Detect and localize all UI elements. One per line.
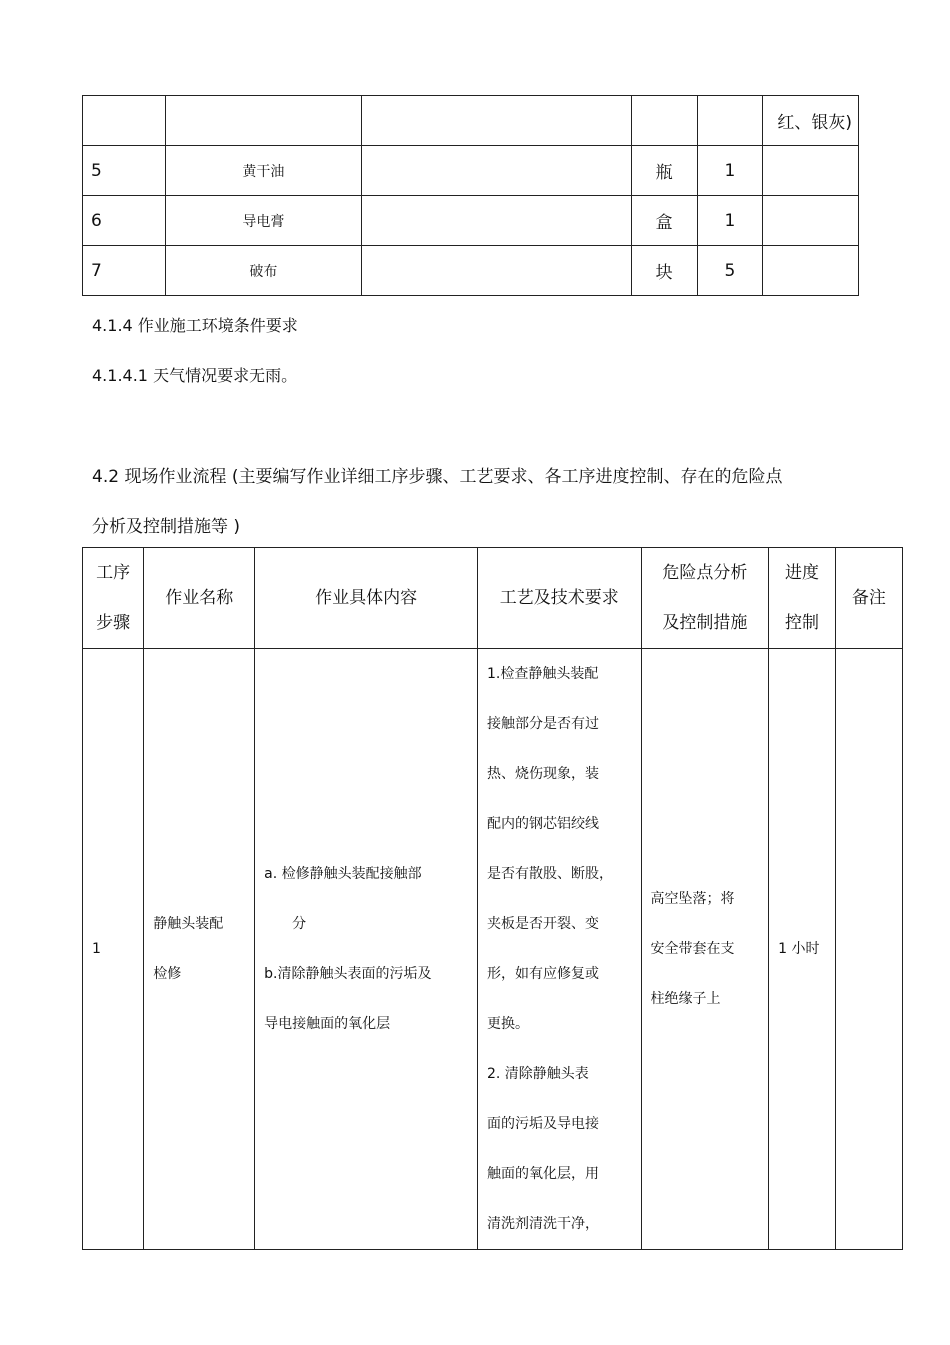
table-row	[83, 246, 859, 296]
cell-unit: 瓶	[631, 146, 697, 196]
header-risk-line1: 危险点分析	[662, 563, 748, 583]
cell-note: 红、银灰)	[763, 96, 859, 146]
tech-line: 配内的钢芯铝绞线	[487, 816, 599, 832]
cell-note	[763, 146, 859, 196]
cell-spec	[362, 196, 632, 246]
cell-name: 黄干油	[165, 146, 362, 196]
cell-progress: 1 小时	[769, 649, 836, 1250]
cell-qty: 1	[697, 196, 763, 246]
cell-unit: 盒	[631, 196, 697, 246]
cell-risk	[641, 649, 769, 1250]
section-heading-4-2-cont: 分析及控制措施等 )	[92, 517, 241, 537]
section-text-4-1-4-1: 4.1.4.1 天气情况要求无雨。	[92, 366, 298, 385]
header-tech: 工艺及技术要求	[478, 548, 642, 649]
cell-name	[165, 96, 362, 146]
cell-content	[255, 649, 478, 1250]
header-step-line2: 步骤	[96, 613, 131, 633]
risk-line: 高空坠落；将	[650, 891, 735, 907]
tech-line: 更换。	[487, 1016, 529, 1032]
header-step-line1: 工序	[96, 563, 131, 583]
tech-line: 接触部分是否有过	[487, 716, 599, 732]
header-progress-line2: 控制	[784, 613, 819, 633]
cell-spec	[362, 246, 632, 296]
table-row	[83, 649, 903, 1250]
cell-unit: 块	[631, 246, 697, 296]
cell-tech	[478, 649, 642, 1250]
materials-table	[82, 95, 859, 296]
header-name: 作业名称	[144, 548, 255, 649]
content-line: b.清除静触头表面的污垢及	[264, 966, 432, 982]
cell-qty: 5	[697, 246, 763, 296]
cell-step: 1	[83, 649, 144, 1250]
tech-line: 热、烧伤现象，装	[487, 766, 599, 782]
content-line: 导电接触面的氧化层	[264, 1016, 391, 1032]
cell-name	[144, 649, 255, 1250]
tech-line: 清洗剂清洗干净，	[487, 1216, 599, 1232]
cell-name-line1: 静触头装配	[153, 916, 224, 932]
table-header-row	[83, 548, 903, 649]
content-line: 分	[292, 916, 307, 932]
risk-line: 安全带套在支	[650, 941, 735, 957]
cell-name: 导电膏	[165, 196, 362, 246]
cell-no	[83, 96, 166, 146]
cell-no: 7	[83, 246, 166, 296]
header-risk-line2: 及控制措施	[662, 613, 748, 633]
cell-unit	[631, 96, 697, 146]
section-heading-4-1-4: 4.1.4 作业施工环境条件要求	[92, 316, 298, 335]
risk-line: 柱绝缘子上	[650, 991, 721, 1007]
header-progress-line1: 进度	[784, 563, 819, 583]
tech-line: 触面的氧化层，用	[487, 1166, 599, 1182]
cell-no: 6	[83, 196, 166, 246]
table-row	[83, 96, 859, 146]
header-risk	[641, 548, 769, 649]
table-row	[83, 196, 859, 246]
header-content: 作业具体内容	[255, 548, 478, 649]
cell-spec	[362, 96, 632, 146]
content-line: a. 检修静触头装配接触部	[264, 866, 422, 882]
section-heading-4-2: 4.2 现场作业流程 (主要编写作业详细工序步骤、工艺要求、各工序进度控制、存在的危险点	[92, 467, 783, 487]
cell-no: 5	[83, 146, 166, 196]
tech-line: 2. 清除静触头表	[487, 1066, 589, 1082]
tech-line: 是否有散股、断股，	[487, 866, 613, 882]
cell-note	[763, 246, 859, 296]
process-table	[82, 547, 903, 1250]
header-remark: 备注	[835, 548, 902, 649]
cell-name: 破布	[165, 246, 362, 296]
header-step	[83, 548, 144, 649]
tech-line: 1.检查静触头装配	[487, 666, 599, 682]
tech-line: 面的污垢及导电接	[487, 1116, 599, 1132]
cell-name-line2: 检修	[153, 966, 182, 982]
cell-qty: 1	[697, 146, 763, 196]
cell-note	[763, 196, 859, 246]
table-row	[83, 146, 859, 196]
header-progress	[769, 548, 836, 649]
tech-line: 夹板是否开裂、变	[487, 916, 599, 932]
cell-qty	[697, 96, 763, 146]
tech-line: 形，如有应修复或	[487, 966, 599, 982]
cell-spec	[362, 146, 632, 196]
cell-remark	[835, 649, 902, 1250]
